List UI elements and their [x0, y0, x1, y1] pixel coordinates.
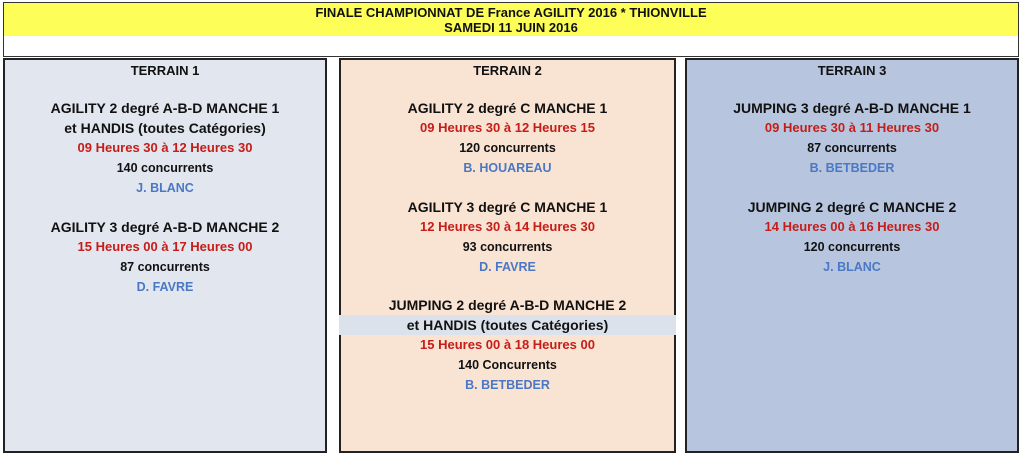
- terrain-title: TERRAIN 3: [817, 63, 887, 78]
- event-count: 140 Concurrents: [458, 358, 557, 372]
- event-title: JUMPING 3 degré A-B-D MANCHE 1: [733, 100, 971, 116]
- event-count: 120 concurrents: [459, 141, 556, 155]
- terrain-1-panel: [3, 58, 327, 453]
- event-title: JUMPING 2 degré A-B-D MANCHE 2: [388, 297, 627, 313]
- event-time: 09 Heures 30 à 11 Heures 30: [764, 120, 940, 135]
- event-time: 15 Heures 00 à 17 Heures 00: [77, 239, 253, 254]
- event-title: et HANDIS (toutes Catégories): [339, 315, 676, 335]
- event-count: 140 concurrents: [116, 161, 214, 175]
- event-judge: B. HOUAREAU: [463, 161, 552, 175]
- page-header: [3, 2, 1019, 37]
- event-title: AGILITY 3 degré A-B-D MANCHE 2: [50, 219, 280, 235]
- event-judge: J. BLANC: [136, 181, 194, 195]
- event-title: AGILITY 2 degré A-B-D MANCHE 1: [50, 100, 280, 116]
- event-judge: D. FAVRE: [136, 280, 194, 294]
- event-title: AGILITY 3 degré C MANCHE 1: [407, 199, 608, 215]
- event-judge: B. BETBEDER: [465, 378, 550, 392]
- terrain-3-panel: [685, 58, 1019, 453]
- event-time: 09 Heures 30 à 12 Heures 15: [420, 120, 595, 135]
- event-judge: J. BLANC: [823, 260, 881, 274]
- header-date: SAMEDI 11 JUIN 2016: [444, 20, 578, 35]
- header-title: FINALE CHAMPIONNAT DE France AGILITY 2016 * THIONVILLE: [315, 5, 707, 20]
- event-title: AGILITY 2 degré C MANCHE 1: [407, 100, 608, 116]
- event-judge: D. FAVRE: [479, 260, 536, 274]
- terrain-title: TERRAIN 2: [473, 63, 542, 78]
- event-card: [687, 197, 1017, 277]
- event-card: [5, 217, 325, 297]
- event-card: [341, 295, 674, 395]
- terrain-title: TERRAIN 1: [130, 63, 200, 78]
- event-card: [5, 98, 325, 198]
- event-card: [341, 197, 674, 277]
- event-count: 87 concurrents: [807, 141, 897, 155]
- event-title: et HANDIS (toutes Catégories): [64, 120, 266, 136]
- event-time: 12 Heures 30 à 14 Heures 30: [420, 219, 595, 234]
- header-spacer: [3, 36, 1019, 57]
- event-title: JUMPING 2 degré C MANCHE 2: [747, 199, 957, 215]
- terrain-2-panel: [339, 58, 676, 453]
- event-count: 93 concurrents: [462, 240, 553, 254]
- event-count: 120 concurrents: [803, 240, 901, 254]
- event-card: [687, 98, 1017, 178]
- event-card: [341, 98, 674, 178]
- event-count: 87 concurrents: [120, 260, 210, 274]
- event-judge: B. BETBEDER: [809, 161, 895, 175]
- event-time: 15 Heures 00 à 18 Heures 00: [420, 337, 595, 352]
- event-time: 09 Heures 30 à 12 Heures 30: [77, 140, 253, 155]
- event-time: 14 Heures 00 à 16 Heures 30: [764, 219, 940, 234]
